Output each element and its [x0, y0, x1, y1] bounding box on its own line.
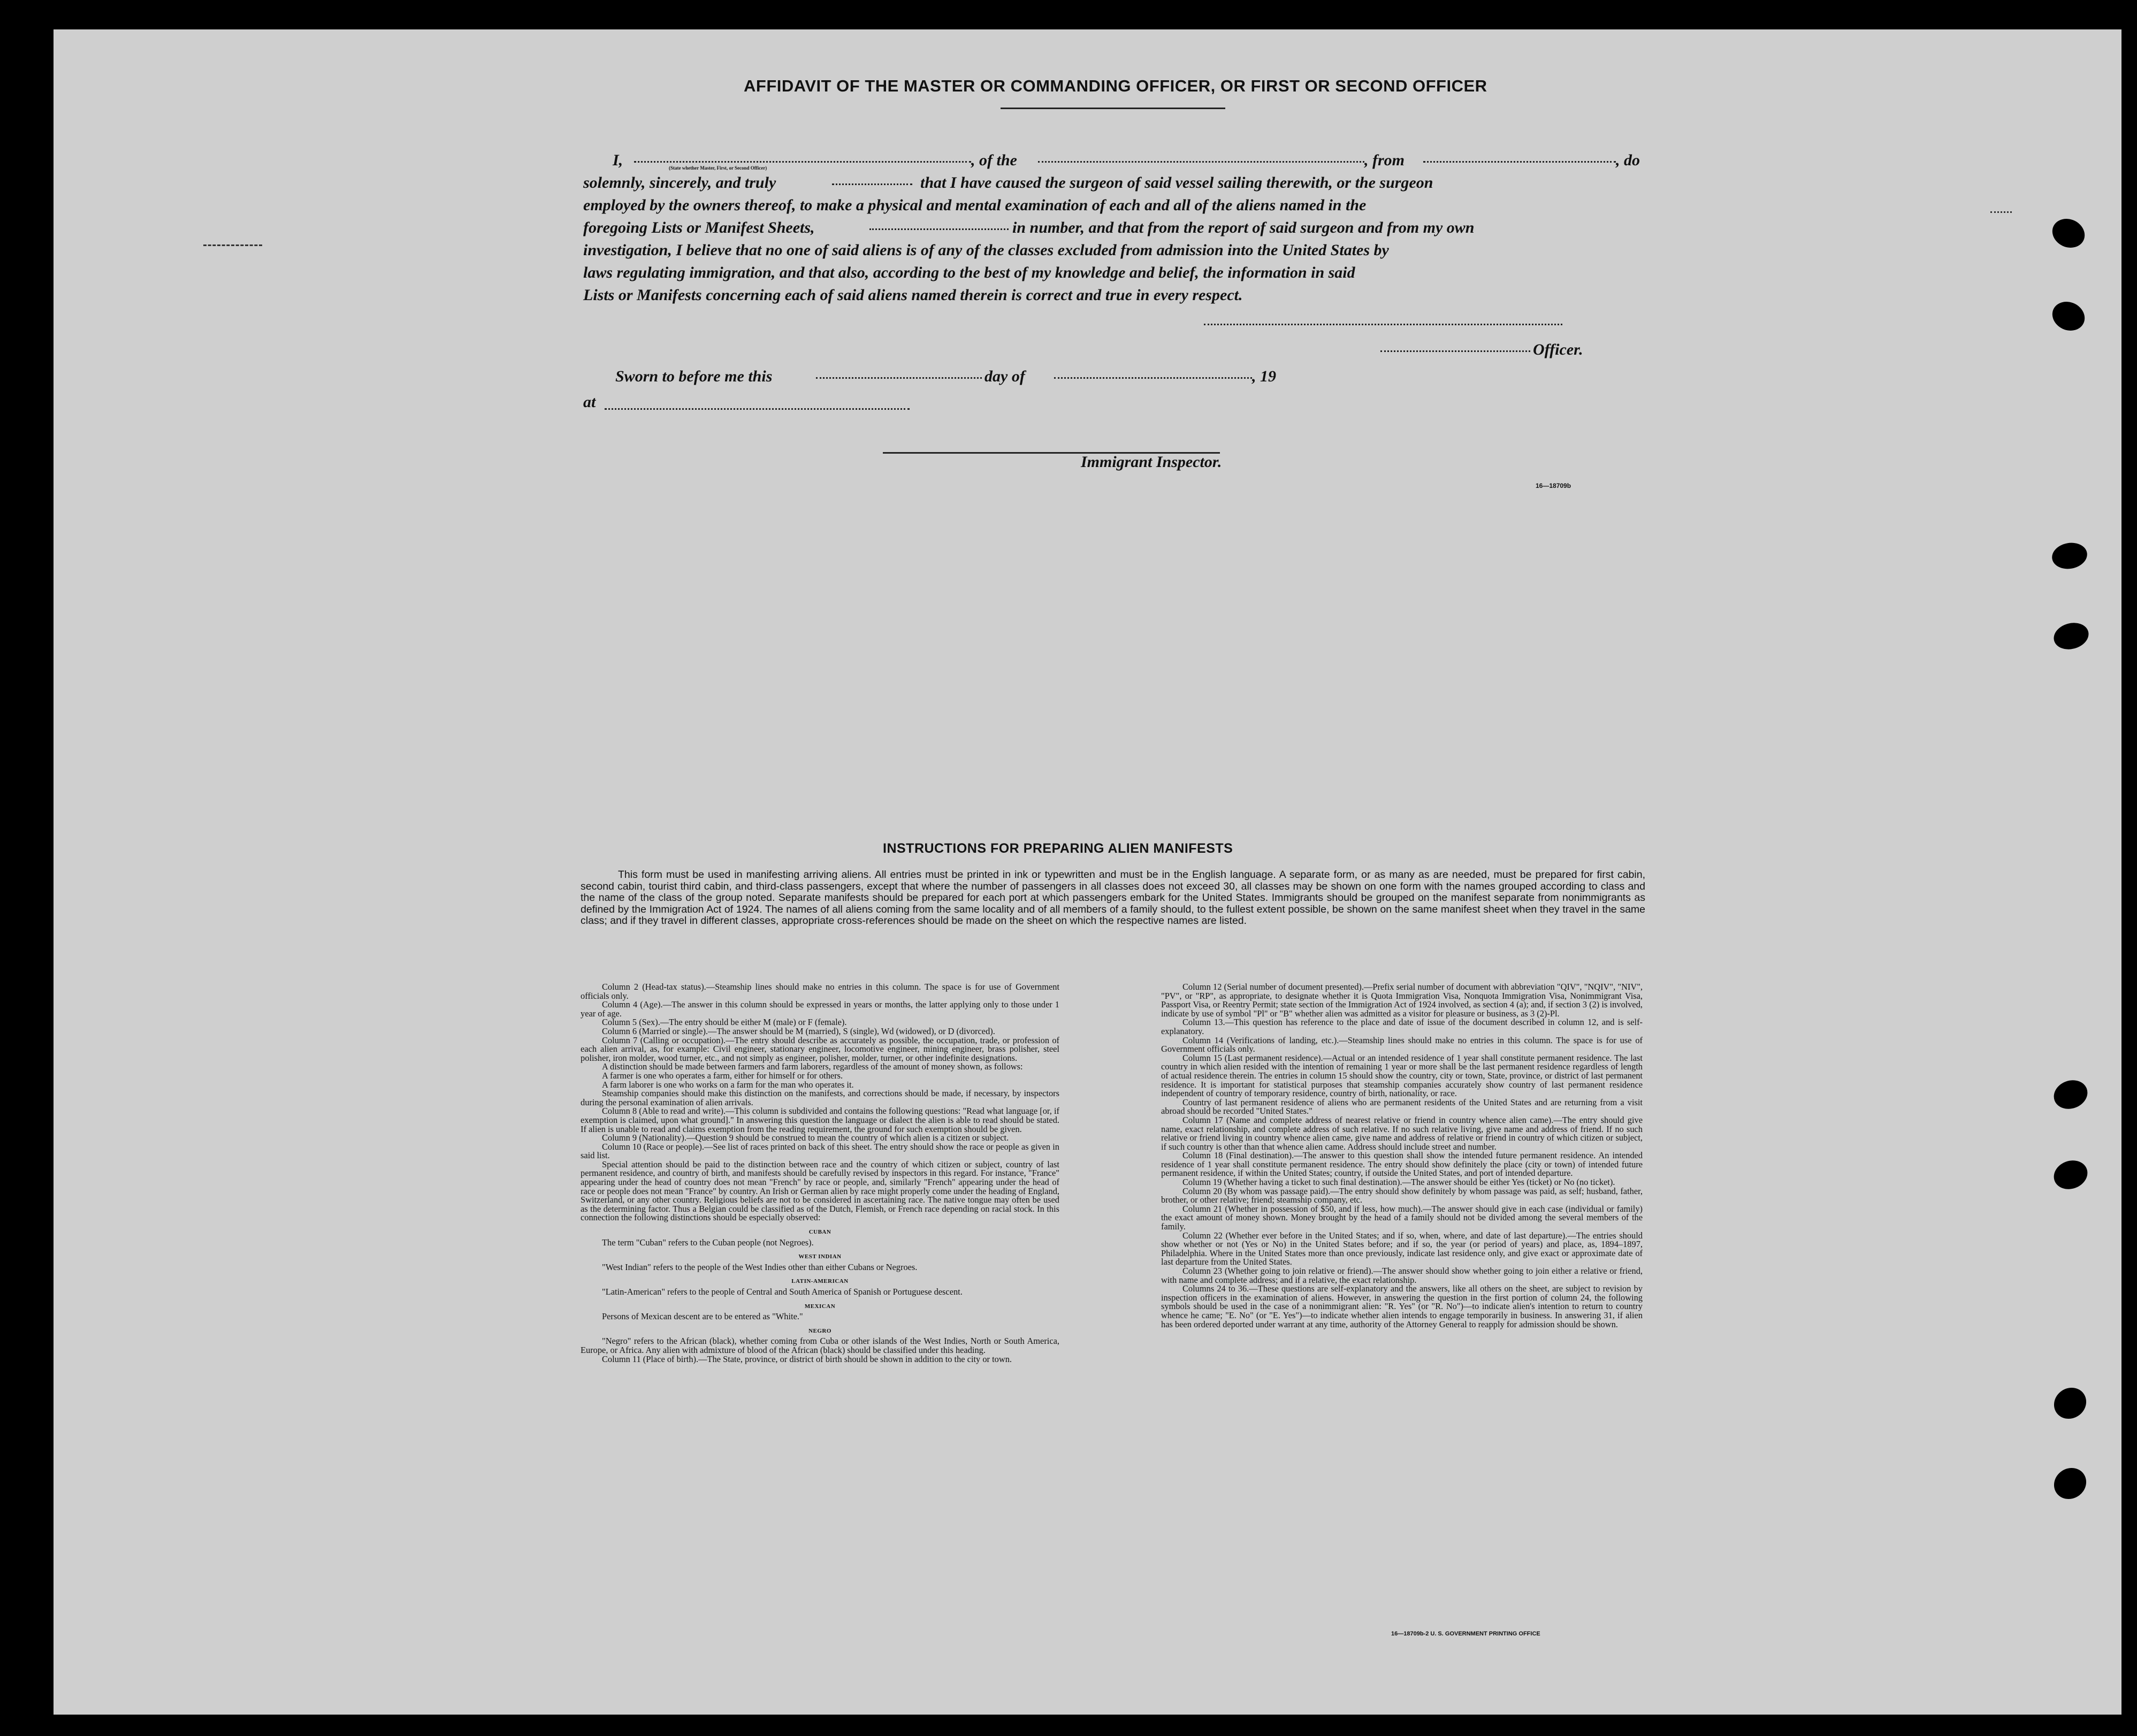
heading-latin-american: LATIN-AMERICAN	[791, 1278, 849, 1285]
affidavit-line6: laws regulating immigration, and that also, according to the best of my knowledge and belief, the information in said	[583, 264, 1355, 281]
affidavit-line4-start: foregoing Lists or Manifest Sheets,	[583, 219, 815, 236]
right-col24-36: Columns 24 to 36.—These questions are self-explanatory and the answers, like all others on the sheet, are subject to revision by inspection officers in the examination of aliens. However, in answering the question in the first portion of column 24, the following symbols should be used in the case of a nonimmigrant alien: "R. Yes" (or "R. No")—to indicate alien's intention to return to country whence he came; "E. No" (or "E. Yes")—to indicate whether alien intends to engage temporarily in business. In answering 31, if alien has been ordered deported under warrant at any time, authority of the Attorney General to reapply for admission should be shown.	[1161, 1283, 1643, 1329]
heading-mexican: MEXICAN	[804, 1303, 836, 1310]
left-col2: Column 2 (Head-tax status).—Steamship lines should make no entries in this column. The space is for use of Government officials only.	[581, 982, 1059, 1001]
stray-mark	[203, 244, 262, 246]
affidavit-of-the: , of the	[971, 151, 1017, 169]
sworn-label: Sworn to before me this	[615, 368, 773, 385]
left-col8: Column 8 (Able to read and write).—This column is subdivided and contains the following questions: "Read what language [or, if exemption is claimed, upon what ground]." In answering this question the language or dialect the alien is able to read should be stated. If alien is unable to read and claims exemption from the reading requirement, the ground for such exemption should be given.	[581, 1106, 1059, 1134]
oath-field[interactable]	[832, 183, 912, 185]
right-col14: Column 14 (Verifications of landing, etc.).—Steamship lines should make no entries in this column. The space is for use of Government officials only.	[1161, 1035, 1643, 1054]
affidavit-title: AFFIDAVIT OF THE MASTER OR COMMANDING OFFICER, OR FIRST OR SECOND OFFICER	[744, 77, 1487, 95]
officer-rank-note: (State whether Master, First, or Second Officer)	[669, 165, 767, 171]
affidavit-from: , from	[1364, 151, 1405, 169]
sworn-day-field[interactable]	[816, 377, 982, 379]
right-col23: Column 23 (Whether going to join relative or friend).—The answer should show whether going to join either a relative or friend, with name and complete address; and if a relative, the exact relationship.	[1161, 1266, 1643, 1285]
punch-hole	[2048, 213, 2089, 253]
left-latin-american: "Latin-American" refers to the people of Central and South America of Spanish or Portuguese descent.	[602, 1287, 963, 1297]
left-negro: "Negro" refers to the African (black), whether coming from Cuba or other islands of the West Indies, North or South America, Europe, or Africa. Any alien with admixture of blood of the African (black) should be classified under this heading.	[581, 1336, 1059, 1355]
left-mexican: Persons of Mexican descent are to be entered as "White."	[602, 1311, 803, 1322]
left-farmer: A farmer is one who operates a farm, either for himself or for others.	[602, 1070, 843, 1081]
left-farm-distinction: A distinction should be made between farmers and farm laborers, regardless of the amount of money shown, as follows:	[602, 1061, 1023, 1072]
affidavit-form-number: 16—18709b	[1536, 482, 1571, 490]
officer-rank-field[interactable]	[634, 161, 971, 163]
heading-cuban: CUBAN	[808, 1229, 831, 1236]
right-col12: Column 12 (Serial number of document presented).—Prefix serial number of document with abbreviation "QIV", "NQIV", "NIV", "PV", or "RP", as appropriate, to designate whether it is Quota Immigration Visa, Nonquota Immigration Visa, Nonimmigrant Visa, Passport Visa, or Reentry Permit; state section of the Immigration Act of 1924 involved, as section 4 (a); and, if section 3 (2) is involved, indicate by use of symbol "Pl" or "B" whether alien was admitted as a visitor for pleasure or business, as 3 (2)-Pl.	[1161, 982, 1643, 1019]
right-col22: Column 22 (Whether ever before in the United States; and if so, when, where, and date of last departure).—The entries should show whether or not (Yes or No) in the United States before; and if so, the year (or period of years) and place, as, 1894–1897, Philadelphia. Where in the United States more than once previously, indicate last residence only, and give exact or approximate date of last departure from the United States.	[1161, 1230, 1643, 1267]
port-field[interactable]	[1423, 161, 1616, 163]
title-rule	[1001, 108, 1225, 109]
left-cuban: The term "Cuban" refers to the Cuban people (not Negroes).	[602, 1237, 814, 1248]
instructions-intro: This form must be used in manifesting arriving aliens. All entries must be printed in ink or typewritten and must be in the English language. A separate form, or as many as are needed, must be prepared for first cabin, second cabin, tourist third cabin, and third-class passengers, except that where the number of passengers in all classes does not exceed 30, all classes may be shown on one form with the names grouped according to class and the name of the class of the group noted. Separate manifests should be prepared for each port at which passengers embark for the United States. Immigrants should be grouped on the manifest separate from nonimmigrants as defined by the Immigration Act of 1924. The names of all aliens coming from the same locality and of all members of a family should, to the fullest extent possible, be shown on the same manifest sheet when they travel in the same class; and if they travel in different classes, appropriate cross-references should be made on the sheet on which the respective names are listed.	[581, 869, 1645, 927]
vessel-field[interactable]	[1038, 161, 1364, 163]
affidavit-line2-start: solemnly, sincerely, and truly	[583, 174, 776, 192]
punch-hole	[2050, 540, 2089, 572]
left-col11: Column 11 (Place of birth).—The State, province, or district of birth should be shown in addition to the city or town.	[602, 1353, 1012, 1364]
left-col10: Column 10 (Race or people).—See list of races printed on back of this sheet. The entry should show the race or people as given in said list.	[581, 1141, 1059, 1161]
left-col9: Column 9 (Nationality).—Question 9 should be construed to mean the country of which alien is a citizen or subject.	[602, 1133, 1009, 1143]
officer-label: Officer.	[1533, 341, 1583, 358]
left-col4: Column 4 (Age).—The answer in this column should be expressed in years or months, the latter applying only to those under 1 year of age.	[581, 999, 1059, 1019]
punch-hole	[2050, 1156, 2092, 1194]
left-col6: Column 6 (Married or single).—The answer should be M (married), S (single), Wd (widowed), or D (divorced).	[602, 1026, 995, 1036]
affidavit-do: , do	[1616, 151, 1640, 169]
instructions-right-column	[1161, 983, 1643, 1329]
right-col15: Column 15 (Last permanent residence).—Actual or an intended residence of 1 year shall constitute permanent residence. The last country in which alien resided with the intention of remaining 1 year or more shall be the last permanent residence regardless of length of actual residence therein. The entries in column 15 should show the country, city or town, State, province, or district of last permanent residence. It is important for statistical purposes that steamship companies accurately show country of last permanent residence independent of country of temporary residence, country of birth, nationality, or race.	[1161, 1052, 1643, 1099]
instructions-title: INSTRUCTIONS FOR PREPARING ALIEN MANIFESTS	[883, 841, 1233, 856]
signature-line-1[interactable]	[1204, 324, 1562, 325]
affidavit-line5: investigation, I believe that no one of said aliens is of any of the classes excluded from admission into the United States by	[583, 241, 1389, 259]
right-col18: Column 18 (Final destination).—The answer to this question shall show the intended future permanent residence. An intended residence of 1 year shall constitute permanent residence. The entry should show definitely the place (city or town) of intended future permanent residence, if within the United States; country, if outside the United States, and port of intended departure.	[1161, 1150, 1643, 1179]
affidavit-line2-end: that I have caused the surgeon of said vessel sailing therewith, or the surgeon	[920, 174, 1433, 192]
left-steamship: Steamship companies should make this distinction on the manifests, and corrections should be made, if necessary, by inspectors during the personal examination of alien arrivals.	[581, 1088, 1059, 1107]
heading-west-indian: WEST INDIAN	[798, 1253, 842, 1260]
sheet-count-field[interactable]	[869, 228, 1009, 230]
printing-office-footer: 16—18709b-2 U. S. GOVERNMENT PRINTING OFFICE	[1391, 1631, 1540, 1637]
affidavit-line4-end: in number, and that from the report of said surgeon and from my own	[1012, 219, 1475, 236]
left-special-attention: Special attention should be paid to the distinction between race and the country of which citizen or subject, country of last permanent residence, and country of birth, and manifests should be carefully revised by inspectors in this regard. For instance, "France" appearing under the head of country does not mean "French" by race or people, and, similarly "French" appearing under the head of race or people does not mean "France" by country. An Irish or German alien by race might properly come under the heading of England, Switzerland, or any other country. Religious beliefs are not to be considered in ascertaining race. The native tongue may often be used as the determining factor. Thus a Belgian could be classified as of the Dutch, Flemish, or French race depending on racial stock. In this connection the following distinctions should be especially observed:	[581, 1159, 1059, 1223]
punch-hole	[2048, 1381, 2093, 1425]
punch-hole	[2050, 1076, 2092, 1114]
at-label: at	[583, 393, 596, 411]
sworn-month-field[interactable]	[1054, 377, 1252, 379]
punch-hole	[2048, 1462, 2093, 1505]
left-col7: Column 7 (Calling or occupation).—The entry should describe as accurately as possible, the occupation, trade, or profession of each alien arrival, as, for example: Civil engineer, stationary engineer, locomotive engineer, mining engineer, brass polisher, steel polisher, iron molder, wood turner, etc., and not simply as engineer, polisher, molder, turner, or other indefinite designations.	[581, 1035, 1059, 1063]
right-col19: Column 19 (Whether having a ticket to such final destination).—The answer should be either Yes (ticket) or No (no ticket).	[1182, 1177, 1615, 1188]
signature-line-2[interactable]	[1380, 350, 1530, 352]
punch-hole	[2048, 296, 2089, 335]
stray-mark	[1990, 211, 2012, 213]
left-col5: Column 5 (Sex).—The entry should be either M (male) or F (female).	[602, 1017, 847, 1028]
right-col13: Column 13.—This question has reference to the place and date of issue of the document described in column 12, and is self-explanatory.	[1161, 1017, 1643, 1036]
year-label: , 19	[1252, 368, 1276, 385]
left-farm-laborer: A farm laborer is one who works on a farm for the man who operates it.	[602, 1079, 854, 1090]
instructions-left-column	[581, 983, 1059, 1364]
left-west-indian: "West Indian" refers to the people of the West Indies other than either Cubans or Negroes.	[602, 1261, 918, 1272]
affidavit-i: I,	[613, 151, 623, 169]
right-residence: Country of last permanent residence of aliens who are permanent residents of the United States and are returning from a visit abroad should be recorded "United States."	[1161, 1097, 1643, 1116]
right-col17: Column 17 (Name and complete address of nearest relative or friend in country whence alien came).—The entry should give name, exact relationship, and complete address of such relative. If no such relative living, give name and address of friend. If no such relative or friend living in country whence alien came, give name and address of relative or friend in country of which citizen or subject, if such country is other than that whence alien came. Address should include street and number.	[1161, 1114, 1643, 1152]
manifest-page	[54, 29, 2121, 1715]
affidavit-line7: Lists or Manifests concerning each of said aliens named therein is correct and true in every respect.	[583, 286, 1243, 304]
heading-negro: NEGRO	[808, 1327, 831, 1334]
right-col20: Column 20 (By whom was passage paid).—The entry should show definitely by whom passage was paid, as self; husband, father, brother, or other relative; friend; steamship company, etc.	[1161, 1186, 1643, 1205]
punch-hole	[2051, 619, 2092, 653]
day-of-label: day of	[984, 368, 1025, 385]
inspector-label: Immigrant Inspector.	[1081, 453, 1222, 471]
right-col21: Column 21 (Whether in possession of $50, and if less, how much).—The answer should give in each case (individual or family) the exact amount of money shown. Money brought by the head of a family should not be divided among the several members of the family.	[1161, 1203, 1643, 1232]
affidavit-line3: employed by the owners thereof, to make a physical and mental examination of each and all of the aliens named in the	[583, 196, 1367, 214]
sworn-place-field[interactable]	[605, 408, 910, 410]
